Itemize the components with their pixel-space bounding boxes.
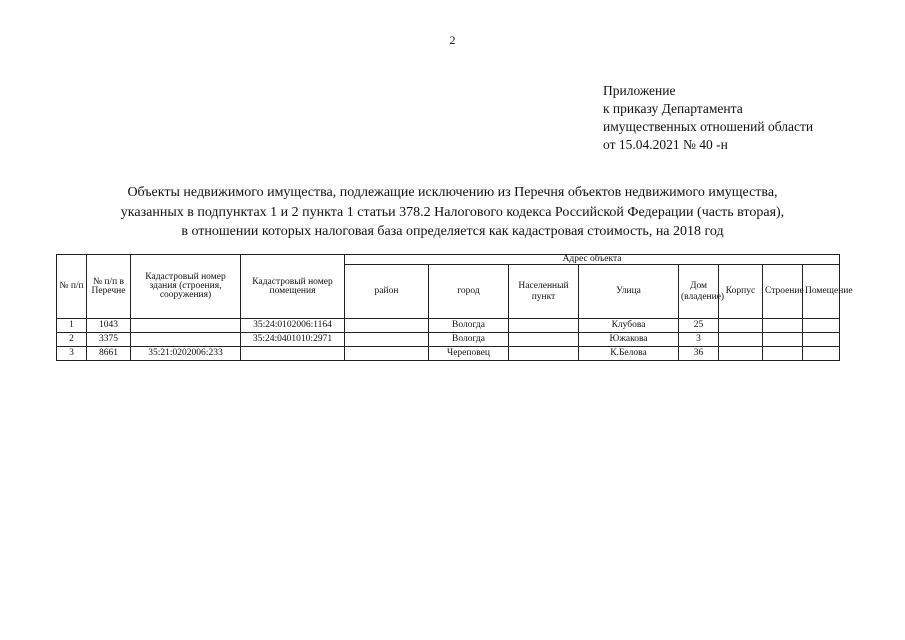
cell-korpus [719,347,763,361]
title-line-3: в отношении которых налоговая база определяется как кадастровая стоимость, на 2018 год [181,224,724,239]
cell-num: 3 [57,347,87,361]
cell-settlement [509,333,579,347]
document-title [0,183,905,242]
cell-street: К.Белова [579,347,679,361]
cell-num: 1 [57,319,87,333]
cell-room-cad [241,347,345,361]
cell-room [803,347,840,361]
col-header-num: № п/п [57,255,87,319]
cell-stroenie [763,319,803,333]
cell-house: 3 [679,333,719,347]
cell-street: Южакова [579,333,679,347]
cell-city: Вологда [429,319,509,333]
col-header-list-num: № п/п в Перечне [87,255,131,319]
cell-korpus [719,319,763,333]
cell-room-cad: 35:24:0401010:2971 [241,333,345,347]
col-header-korpus: Корпус [719,265,763,319]
cell-building-cad: 35:21:0202006:233 [131,347,241,361]
cell-stroenie [763,333,803,347]
cell-building-cad [131,333,241,347]
cell-street: Клубова [579,319,679,333]
col-header-settlement: Населенный пункт [509,265,579,319]
table-row [57,319,840,333]
page-number: 2 [449,33,456,47]
cell-building-cad [131,319,241,333]
cell-settlement [509,347,579,361]
title-line-2: указанных в подпунктах 1 и 2 пункта 1 статьи 378.2 Налогового кодекса Российской Федерации (часть вторая), [120,204,785,220]
table-row [57,333,840,347]
col-header-stroenie: Строение [763,265,803,319]
cell-room [803,319,840,333]
cell-district [345,333,429,347]
cell-list-num: 8661 [87,347,131,361]
cell-city: Череповец [429,347,509,361]
col-header-building-cad: Кадастровый номер здания (строения, сооружения) [131,255,241,319]
cell-room [803,333,840,347]
title-line-1: Объекты недвижимого имущества, подлежащие исключению из Перечня объектов недвижимого имущества, [127,185,778,200]
col-header-room: Помещение [803,265,840,319]
cell-city: Вологда [429,333,509,347]
cell-num: 2 [57,333,87,347]
col-header-house: Дом (владение) [679,265,719,319]
cell-stroenie [763,347,803,361]
cell-settlement [509,319,579,333]
property-table [56,254,853,361]
cell-house: 25 [679,319,719,333]
appendix-block [603,82,813,154]
appendix-line-1: Приложение [603,83,676,98]
col-header-city: город [429,265,509,319]
appendix-line-3: имущественных отношений области [603,119,814,134]
col-header-district: район [345,265,429,319]
cell-house: 36 [679,347,719,361]
cell-list-num: 1043 [87,319,131,333]
appendix-line-4: от 15.04.2021 № 40 -н [603,137,728,152]
cell-district [345,347,429,361]
cell-district [345,319,429,333]
cell-list-num: 3375 [87,333,131,347]
appendix-line-2: к приказу Департамента [603,101,743,116]
col-header-room-cad: Кадастровый номер помещения [241,255,345,319]
cell-room-cad: 35:24:0102006:1164 [241,319,345,333]
address-group-header: Адрес объекта [345,255,840,265]
col-header-street: Улица [579,265,679,319]
cell-korpus [719,333,763,347]
table-row [57,347,840,361]
